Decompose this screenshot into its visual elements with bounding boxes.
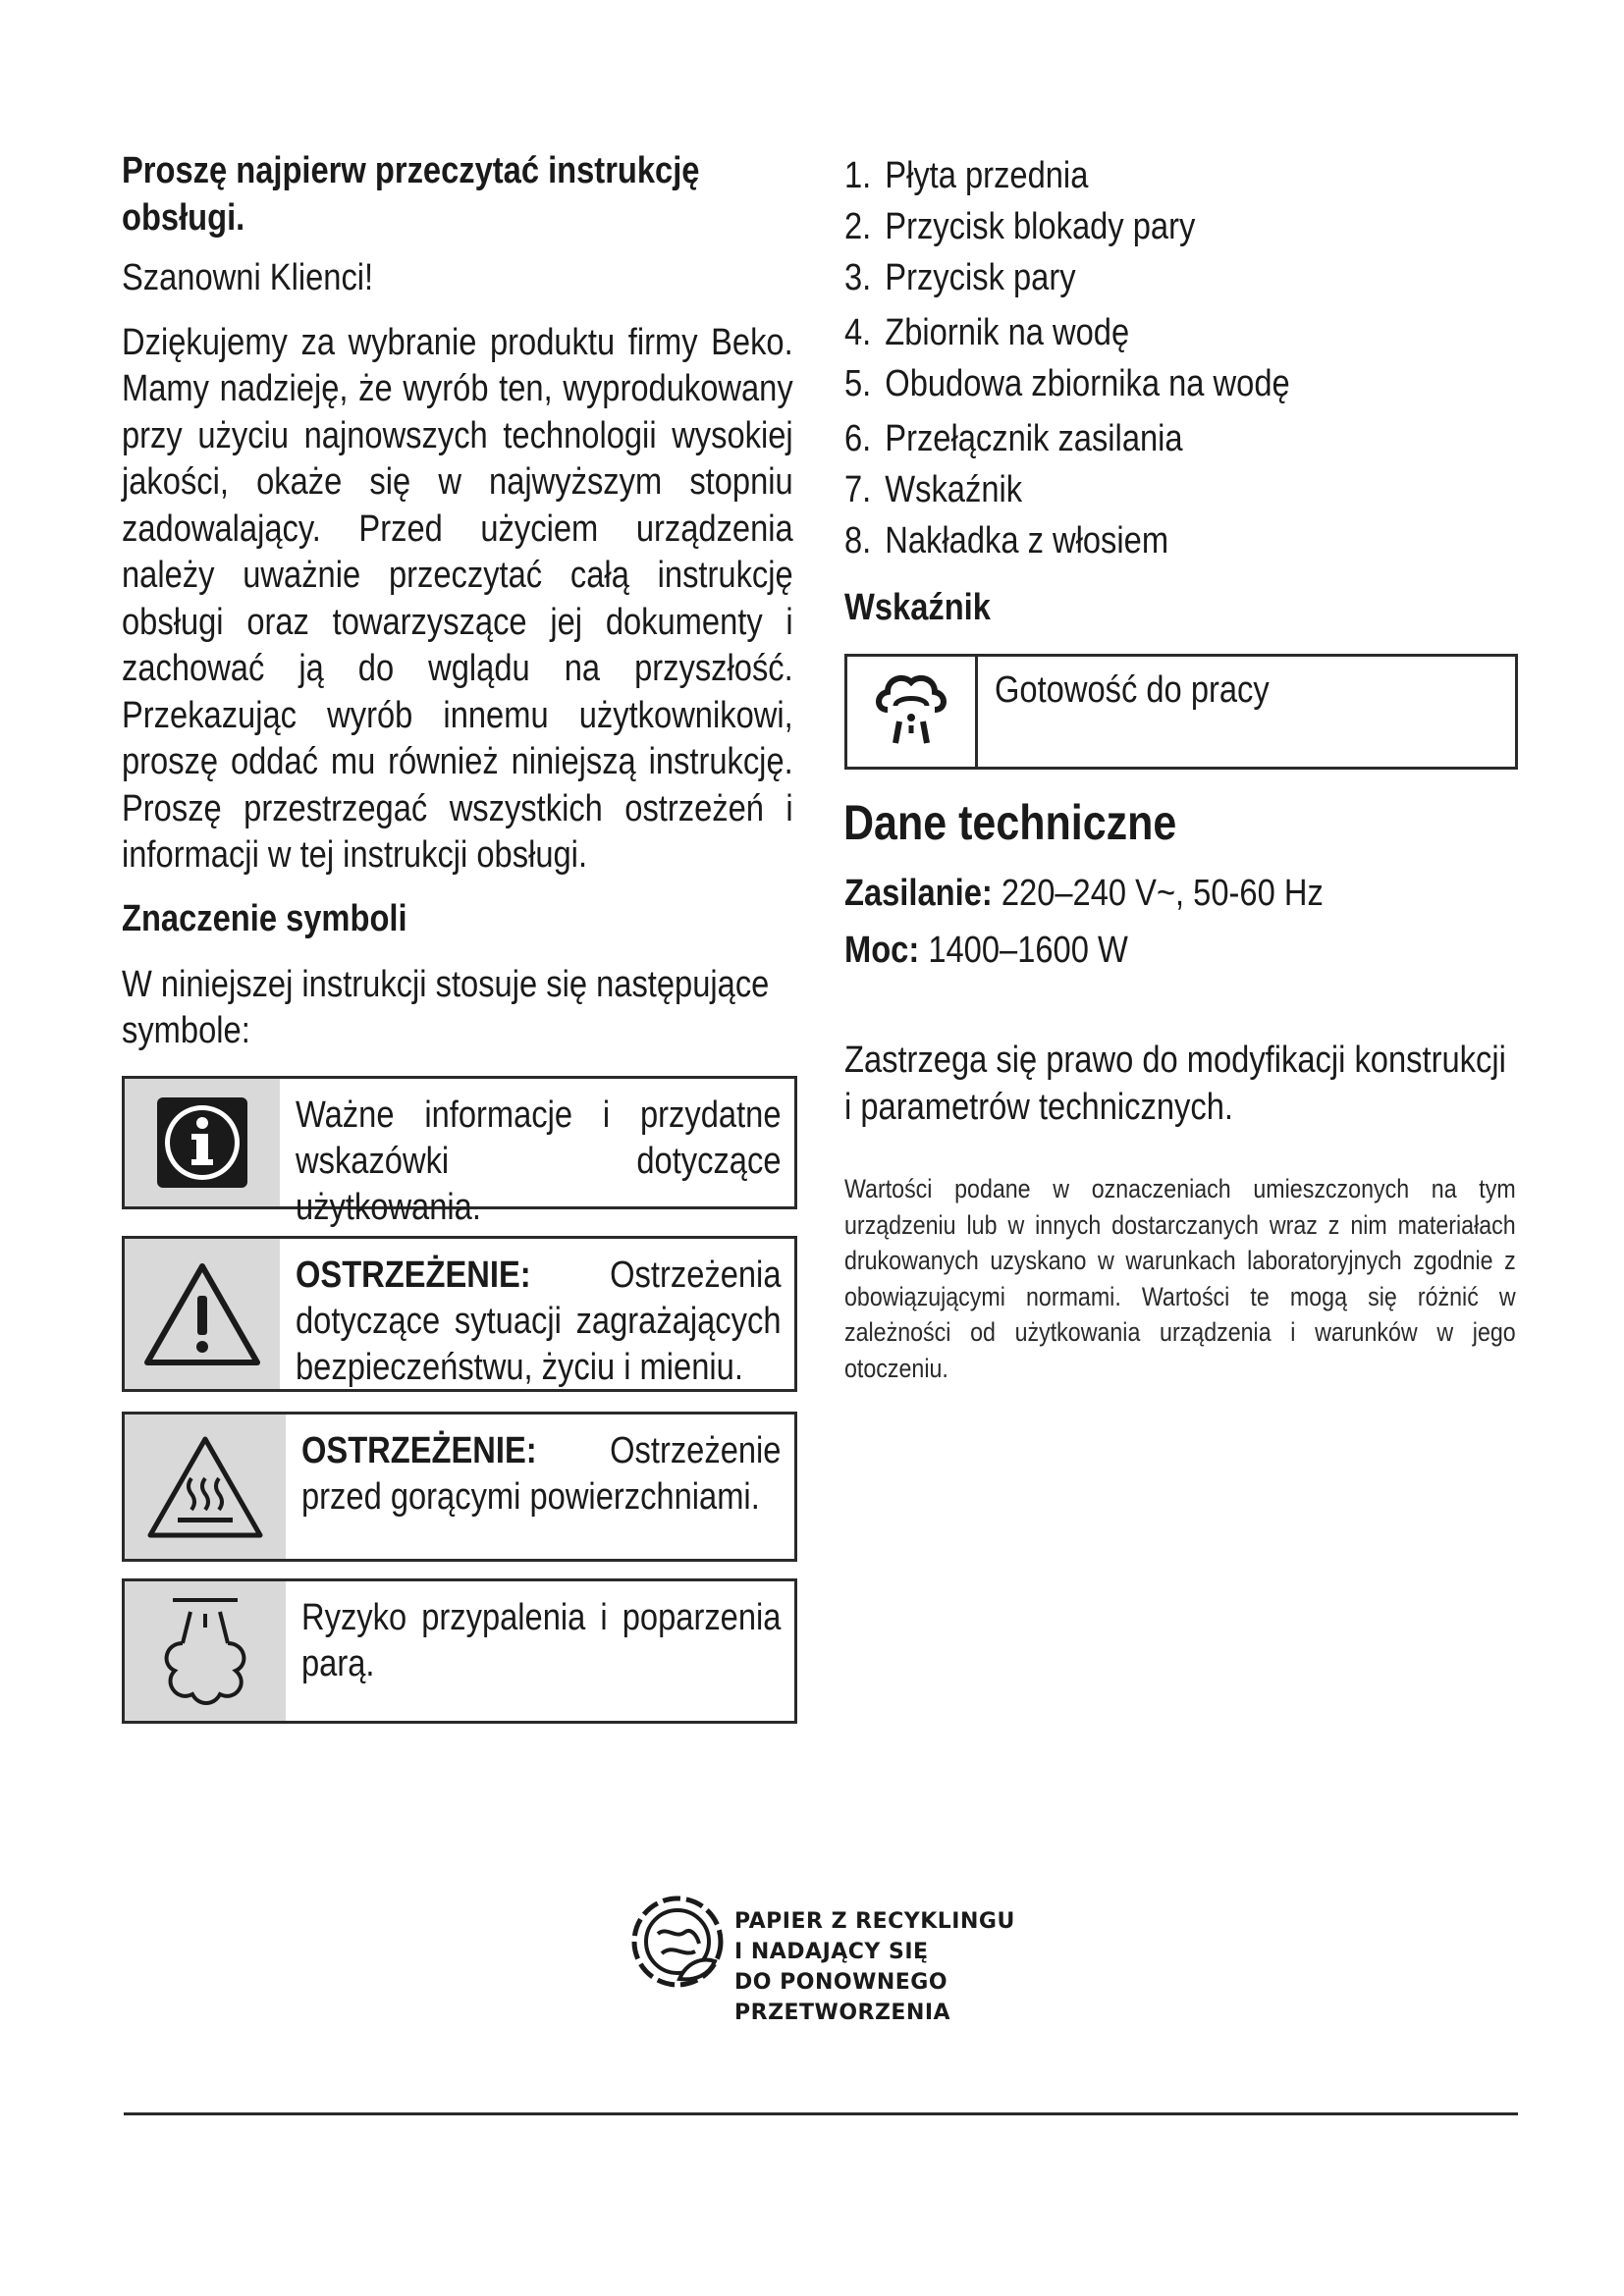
- power-label: Moc:: [844, 930, 920, 971]
- greeting: Szanowni Klienci!: [122, 257, 374, 298]
- symbol-warning-label: OSTRZEŻENIE:: [296, 1255, 531, 1296]
- recycling-text: PAPIER Z RECYKLINGU I NADAJĄCY SIĘ DO PONOWNEGO PRZETWORZENIA: [734, 1909, 1015, 2025]
- list-item: 1. Płyta przednia: [844, 155, 1089, 196]
- power-supply-row: [844, 870, 1324, 917]
- symbol-warning-box: [122, 1236, 797, 1392]
- indicator-text: Gotowość do pracy: [995, 669, 1270, 711]
- tech-heading: Dane techniczne: [843, 795, 1177, 850]
- list-item: 5. Obudowa zbiornika na wodę: [844, 363, 1290, 404]
- symbol-hot-text: Ostrzeżenie przed gorącymi powierzchniami.: [301, 1430, 782, 1518]
- footer-divider: [124, 2112, 1518, 2115]
- recycled-paper-icon: [628, 1893, 727, 1991]
- list-item: 4. Zbiornik na wodę: [844, 312, 1130, 353]
- left-column: [122, 147, 793, 1055]
- list-item: 2. Przycisk blokady pary: [844, 206, 1196, 247]
- power-supply-label: Zasilanie:: [844, 873, 993, 914]
- power-row: [844, 927, 1128, 974]
- symbol-info-box: [122, 1076, 797, 1228]
- symbol-hot-surface-box: [122, 1412, 797, 1562]
- indicator-heading: Wskaźnik: [844, 587, 991, 628]
- steam-ready-icon: [847, 657, 978, 767]
- symbol-info-text: Ważne informacje i przydatne wskazówki dotyczące użytkowania.: [296, 1095, 782, 1228]
- list-item: 6. Przełącznik zasilania: [844, 418, 1183, 459]
- warning-triangle-icon: [125, 1239, 280, 1389]
- intro-paragraph: Dziękujemy za wybranie produktu firmy Beko. Mamy nadzieję, że wyrób ten, wyprodukowany przy użyciu najnowszych technologii wysokiej jakości, okaże się w najwyższym stopniu zadowalający. Przed użyciem urządzenia należy uważnie przeczytać całą instrukcję obsługi oraz towarzyszące jej dokumenty i zachować ją do wglądu na przyszłość. Przekazując wyrób innemu użytkownikowi, proszę oddać mu również niniejszą instrukcję. Proszę przestrzegać wszystkich ostrzeżeń i informacji w tej instrukcji obsługi.: [122, 321, 793, 876]
- intro-heading: Proszę najpierw przeczytać instrukcję obsługi.: [122, 150, 700, 239]
- steam-burn-icon: [125, 1581, 286, 1721]
- symbol-steam-box: [122, 1578, 797, 1724]
- hot-surface-icon: [125, 1415, 286, 1559]
- power-value: 1400–1600 W: [928, 930, 1128, 971]
- indicator-table: [844, 654, 1518, 770]
- disclaimer-text: Wartości podane w oznaczeniach umieszczonych na tym urządzeniu lub w innych dostarczanych wraz z nim materiałach drukowanych uzyskano w warunkach laboratoryjnych zgodnie z obowiązującymi normami. Wartości te mogą się różnić w zależności od użytkowania urządzenia i warunków w jego otoczeniu.: [844, 1174, 1516, 1383]
- symbol-steam-text: Ryzyko przypalenia i poparzenia parą.: [301, 1597, 782, 1684]
- list-item: 3. Przycisk pary: [844, 257, 1076, 298]
- list-item: 8. Nakładka z włosiem: [844, 520, 1169, 561]
- symbol-hot-label: OSTRZEŻENIE:: [301, 1430, 537, 1471]
- reservation-text: Zastrzega się prawo do modyfikacji konstrukcji i parametrów technicznych.: [844, 1040, 1506, 1128]
- symbol-warning-text: Ostrzeżenia dotyczące sytuacji zagrażających bezpieczeństwu, życiu i mieniu.: [296, 1255, 782, 1388]
- power-supply-value: 220–240 V~, 50-60 Hz: [1001, 873, 1324, 914]
- symbols-heading: Znaczenie symboli: [122, 897, 407, 939]
- symbols-intro: W niniejszej instrukcji stosuje się następujące symbole:: [122, 963, 770, 1051]
- list-item: 7. Wskaźnik: [844, 469, 1023, 510]
- parts-list: [844, 152, 1518, 564]
- info-icon: [125, 1079, 280, 1206]
